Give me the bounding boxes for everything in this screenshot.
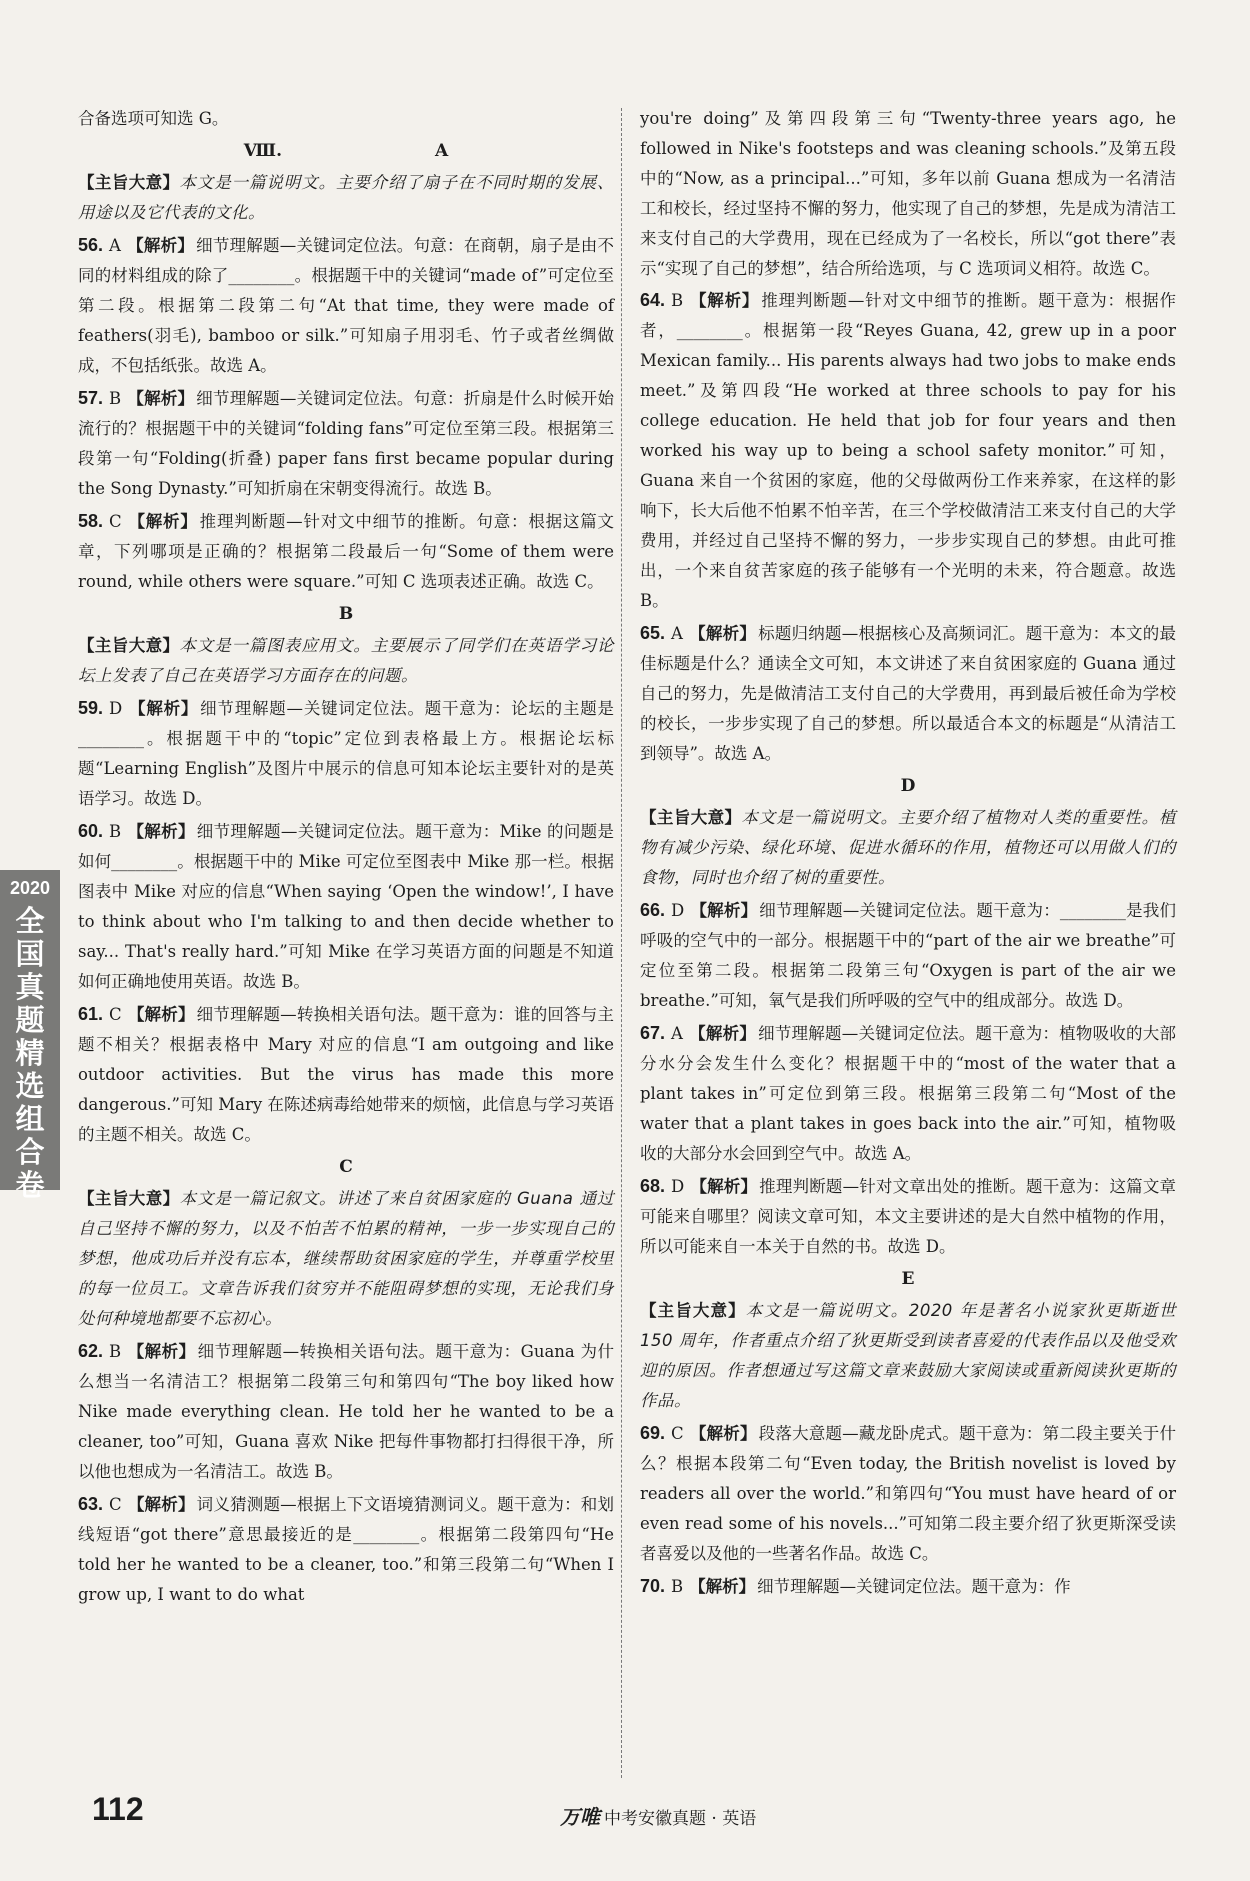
main-idea-text: 本文是一篇说明文。2020 年是著名小说家狄更斯逝世 150 周年，作者重点介绍了狄更斯受到读者喜爱的代表作品以及他受欢迎的原因。作者想通过写这篇文章来鼓励大家阅读或重新阅读狄更斯的作品。 bbox=[640, 1301, 1176, 1410]
analysis-tag: 【解析】 bbox=[690, 901, 758, 920]
answer-letter: C bbox=[109, 512, 122, 531]
analysis-tag: 【解析】 bbox=[127, 1342, 196, 1361]
answer-item bbox=[78, 1489, 614, 1610]
answer-item bbox=[78, 506, 614, 597]
section-heading: E bbox=[901, 1269, 915, 1289]
question-number: 56. bbox=[78, 235, 104, 255]
question-number: 58. bbox=[78, 511, 104, 531]
analysis-tag: 【解析】 bbox=[688, 624, 757, 643]
main-idea-tag: 【主旨大意】 bbox=[640, 1301, 746, 1320]
analysis-text: 细节理解题—关键词定位法。题干意为：植物吸收的大部分水分会发生什么变化？根据题干中的“most of the water that a plant takes in”可定位到第三段。根据第三段第二句“Most of the water that a plant takes in goes back into the air.”可知，植物吸收的大部分水会回到空气中。故选 A。 bbox=[640, 1024, 1177, 1163]
analysis-tag: 【解析】 bbox=[127, 389, 195, 408]
main-idea-block bbox=[640, 803, 1176, 893]
main-idea-text: 本文是一篇说明文。主要介绍了扇子在不同时期的发展、用途以及它代表的文化。 bbox=[78, 173, 615, 222]
answer-item bbox=[78, 999, 614, 1150]
section-heading: D bbox=[900, 776, 916, 796]
answer-letter: B bbox=[671, 1577, 684, 1596]
answer-letter: C bbox=[671, 1424, 684, 1443]
analysis-text: 推理判断题—针对文章出处的推断。题干意为：这篇文章可能来自哪里？阅读文章可知，本文主要讲述的是大自然中植物的作用，所以可能来自一本关于自然的书。故选 D。 bbox=[640, 1177, 1177, 1256]
footer-label bbox=[560, 1801, 756, 1830]
analysis-text: 推理判断题—针对文中细节的推断。题干意为：根据作者，________。根据第一段“Reyes Guana, 42, grew up in a poor Mexican family... His parents always had two jobs to make ends meet.”及第四段“He worked at three schools to pay for his college education. He held that job for four years and then worked his way up to being a school safety monitor.”可知，Guana 来自一个贫困的家庭，他的父母做两份工作来养家，在这样的影响下，长大后他不怕累不怕辛苦，在三个学校做清洁工来支付自己的大学费用，并经过自己坚持不懈的努力，一步步实现自己的梦想。由此可推出，一个来自贫苦家庭的孩子能够有一个光明的未来，符合题意。故选 B。 bbox=[640, 291, 1177, 610]
question-number: 61. bbox=[78, 1004, 104, 1024]
continued-paragraph: you're doing”及第四段第三句“Twenty-three years ago, he followed in Nike's footsteps and was cleaning schools.”及第五段中的“Now, as a principal...”可知，多年以前 Guana 想成为一名清洁工和校长，经过坚持不懈的努力，他实现了自己的梦想，先是成为清洁工来支付自己的大学费用，现在已经成为了一名校长，所以“got there”表示“实现了自己的梦想”，结合所给选项，与 C 选项词义相符。故选 C。 bbox=[640, 109, 1176, 278]
answer-letter: A bbox=[671, 1024, 683, 1043]
question-number: 67. bbox=[640, 1023, 666, 1043]
analysis-text: 细节理解题—关键词定位法。题干意为：Mike 的问题是如何________。根据题干中的 Mike 可定位至图表中 Mike 那一栏。根据图表中 Mike 对应的信息“When saying ‘Open the window!’, I have to think about who I'm talking to and then decide whether to say... That's really hard.”可知 Mike 在学习英语方面的问题是不知道如何正确地使用英语。故选 B。 bbox=[78, 822, 615, 991]
question-number: 57. bbox=[78, 388, 104, 408]
main-idea-tag: 【主旨大意】 bbox=[78, 636, 180, 655]
answer-item bbox=[78, 230, 614, 381]
analysis-text: 细节理解题—转换相关语句法。题干意为：谁的回答与主题不相关？根据表格中 Mary 对应的信息“I am outgoing and like outdoor activities. But the virus has made this more dangerous.”可知 Mary 在陈述病毒给她带来的烦恼，此信息与学习英语的主题不相关。故选 C。 bbox=[78, 1005, 615, 1144]
answer-letter: D bbox=[671, 1177, 685, 1196]
analysis-tag: 【解析】 bbox=[689, 291, 760, 310]
main-idea-text: 本文是一篇说明文。主要介绍了植物对人类的重要性。植物有减少污染、绿化环境、促进水循环的作用，植物还可以用做人们的食物，同时也介绍了树的重要性。 bbox=[640, 808, 1177, 887]
answer-item bbox=[640, 1171, 1176, 1262]
section-heading: B bbox=[338, 604, 354, 624]
main-idea-tag: 【主旨大意】 bbox=[78, 1189, 180, 1208]
answer-letter: D bbox=[109, 699, 123, 718]
question-number: 70. bbox=[640, 1576, 666, 1596]
analysis-tag: 【解析】 bbox=[127, 1495, 195, 1514]
main-idea-block bbox=[78, 631, 614, 691]
left-column bbox=[78, 104, 614, 1612]
analysis-tag: 【解析】 bbox=[689, 1424, 757, 1443]
answer-item bbox=[640, 285, 1176, 616]
answer-item bbox=[78, 383, 614, 504]
answer-letter: B bbox=[671, 291, 684, 310]
analysis-tag: 【解析】 bbox=[690, 1177, 758, 1196]
answer-letter: A bbox=[109, 236, 121, 255]
analysis-tag: 【解析】 bbox=[127, 512, 198, 531]
side-tab bbox=[0, 870, 60, 1202]
page-footer bbox=[0, 1785, 1250, 1845]
continued-paragraph: 合备选项可知选 G。 bbox=[78, 109, 229, 128]
answer-item bbox=[78, 693, 614, 814]
analysis-tag: 【解析】 bbox=[127, 822, 195, 841]
main-idea-block bbox=[640, 1296, 1176, 1416]
question-number: 62. bbox=[78, 1341, 104, 1361]
answer-item bbox=[640, 1418, 1176, 1569]
question-number: 66. bbox=[640, 900, 666, 920]
question-number: 63. bbox=[78, 1494, 104, 1514]
section-heading: C bbox=[339, 1157, 353, 1177]
question-number: 69. bbox=[640, 1423, 666, 1443]
answer-item bbox=[640, 1018, 1176, 1169]
answer-letter: A bbox=[671, 624, 683, 643]
main-idea-text: 本文是一篇图表应用文。主要展示了同学们在英语学习论坛上发表了自己在英语学习方面存在的问题。 bbox=[78, 636, 615, 685]
side-tab-title: 全国真题精选组合卷 bbox=[15, 904, 45, 1202]
analysis-tag: 【解析】 bbox=[688, 1024, 757, 1043]
question-number: 60. bbox=[78, 821, 104, 841]
analysis-text: 细节理解题—关键词定位法。题干意为：论坛的主题是________。根据题干中的“topic”定位到表格最上方。根据论坛标题“Learning English”及图片中展示的信息可知本论坛主要针对的是英语学习。故选 D。 bbox=[78, 699, 615, 808]
section-heading: Ⅷ. A bbox=[243, 141, 449, 161]
question-number: 68. bbox=[640, 1176, 666, 1196]
footer-text: 中考安徽真题 · 英语 bbox=[604, 1809, 757, 1829]
analysis-text: 细节理解题—关键词定位法。句意：折扇是什么时候开始流行的？根据题干中的关键词“folding fans”可定位至第三段。根据第三段第一句“Folding(折叠) paper fans first became popular during the Song Dynasty.”可知折扇在宋朝变得流行。故选 B。 bbox=[78, 389, 615, 498]
question-number: 64. bbox=[640, 290, 666, 310]
brand-logo: 万唯 bbox=[560, 1805, 600, 1829]
analysis-tag: 【解析】 bbox=[127, 1005, 195, 1024]
answer-item bbox=[78, 816, 614, 997]
question-number: 59. bbox=[78, 698, 104, 718]
analysis-text: 推理判断题—针对文中细节的推断。句意：根据这篇文章，下列哪项是正确的？根据第二段最后一句“Some of them were round, while others were square.”可知 C 选项表述正确。故选 C。 bbox=[78, 512, 615, 591]
analysis-tag: 【解析】 bbox=[126, 236, 195, 255]
question-number: 65. bbox=[640, 623, 666, 643]
answer-letter: B bbox=[109, 1342, 122, 1361]
main-idea-block bbox=[78, 1184, 614, 1334]
side-tab-year: 2020 bbox=[9, 878, 51, 898]
main-idea-tag: 【主旨大意】 bbox=[640, 808, 742, 827]
analysis-text: 细节理解题—关键词定位法。题干意为：________是我们呼吸的空气中的一部分。根据题干中的“part of the air we breathe”可定位至第二段。根据第二段第三句“Oxygen is part of the air we breathe.”可知，氧气是我们所呼吸的空气中的组成部分。故选 D。 bbox=[640, 901, 1177, 1010]
answer-item bbox=[640, 618, 1176, 769]
answer-letter: B bbox=[109, 389, 122, 408]
answer-letter: B bbox=[109, 822, 122, 841]
column-divider bbox=[621, 108, 622, 1778]
answer-letter: C bbox=[109, 1005, 122, 1024]
answer-item bbox=[640, 1571, 1176, 1602]
answer-letter: D bbox=[671, 901, 685, 920]
analysis-text: 段落大意题—藏龙卧虎式。题干意为：第二段主要关于什么？根据本段第二句“Even today, the British novelist is loved by readers all over the world.”和第四句“You must have heard of or even read some of his novels...”可知第二段主要介绍了狄更斯深受读者喜爱以及他的一些著名作品。故选 C。 bbox=[640, 1424, 1177, 1563]
analysis-text: 细节理解题—关键词定位法。句意：在商朝，扇子是由不同的材料组成的除了________。根据题干中的关键词“made of”可定位至第二段。根据第二段第二句“At that time, they were made of feathers(羽毛), bamboo or silk.”可知扇子用羽毛、竹子或者丝绸做成，不包括纸张。故选 A。 bbox=[78, 236, 615, 375]
analysis-text: 细节理解题—转换相关语句法。题干意为：Guana 为什么想当一名清洁工？根据第二段第三句和第四句“The boy liked how Nike made everything clean. He told her he wanted to be a cleaner, too”可知，Guana 喜欢 Nike 把每件事物都打扫得很干净，所以他也想成为一名清洁工。故选 B。 bbox=[78, 1342, 614, 1481]
analysis-text: 标题归纳题—根据核心及高频词汇。题干意为：本文的最佳标题是什么？通读全文可知，本文讲述了来自贫困家庭的 Guana 通过自己的努力，先是做清洁工支付自己的大学费用，再到最后被任命为学校的校长，一步步实现了自己的梦想。所以最适合本文的标题是“从清洁工到领导”。故选 A。 bbox=[640, 624, 1177, 763]
right-column bbox=[640, 104, 1176, 1604]
main-idea-block bbox=[78, 168, 614, 228]
answer-item bbox=[640, 895, 1176, 1016]
answer-letter: C bbox=[109, 1495, 122, 1514]
page-number: 112 bbox=[92, 1791, 144, 1827]
answer-item bbox=[78, 1336, 614, 1487]
analysis-tag: 【解析】 bbox=[128, 699, 199, 718]
main-idea-tag: 【主旨大意】 bbox=[78, 173, 180, 192]
analysis-text: 细节理解题—关键词定位法。题干意为：作 bbox=[757, 1577, 1071, 1596]
analysis-tag: 【解析】 bbox=[689, 1577, 756, 1596]
analysis-text: 词义猜测题—根据上下文语境猜测词义。题干意为：和划线短语“got there”意思最接近的是________。根据第二段第四句“He told her he wanted to be a cleaner, too.”和第三段第二句“When I grow up, I want to do what bbox=[78, 1495, 615, 1604]
main-idea-text: 本文是一篇记叙文。讲述了来自贫困家庭的 Guana 通过自己坚持不懈的努力，以及不怕苦不怕累的精神，一步一步实现自己的梦想，他成功后并没有忘本，继续帮助贫困家庭的学生，并尊重学校里的每一位员工。文章告诉我们贫穷并不能阻碍梦想的实现，无论我们身处何种境地都要不忘初心。 bbox=[78, 1189, 614, 1328]
